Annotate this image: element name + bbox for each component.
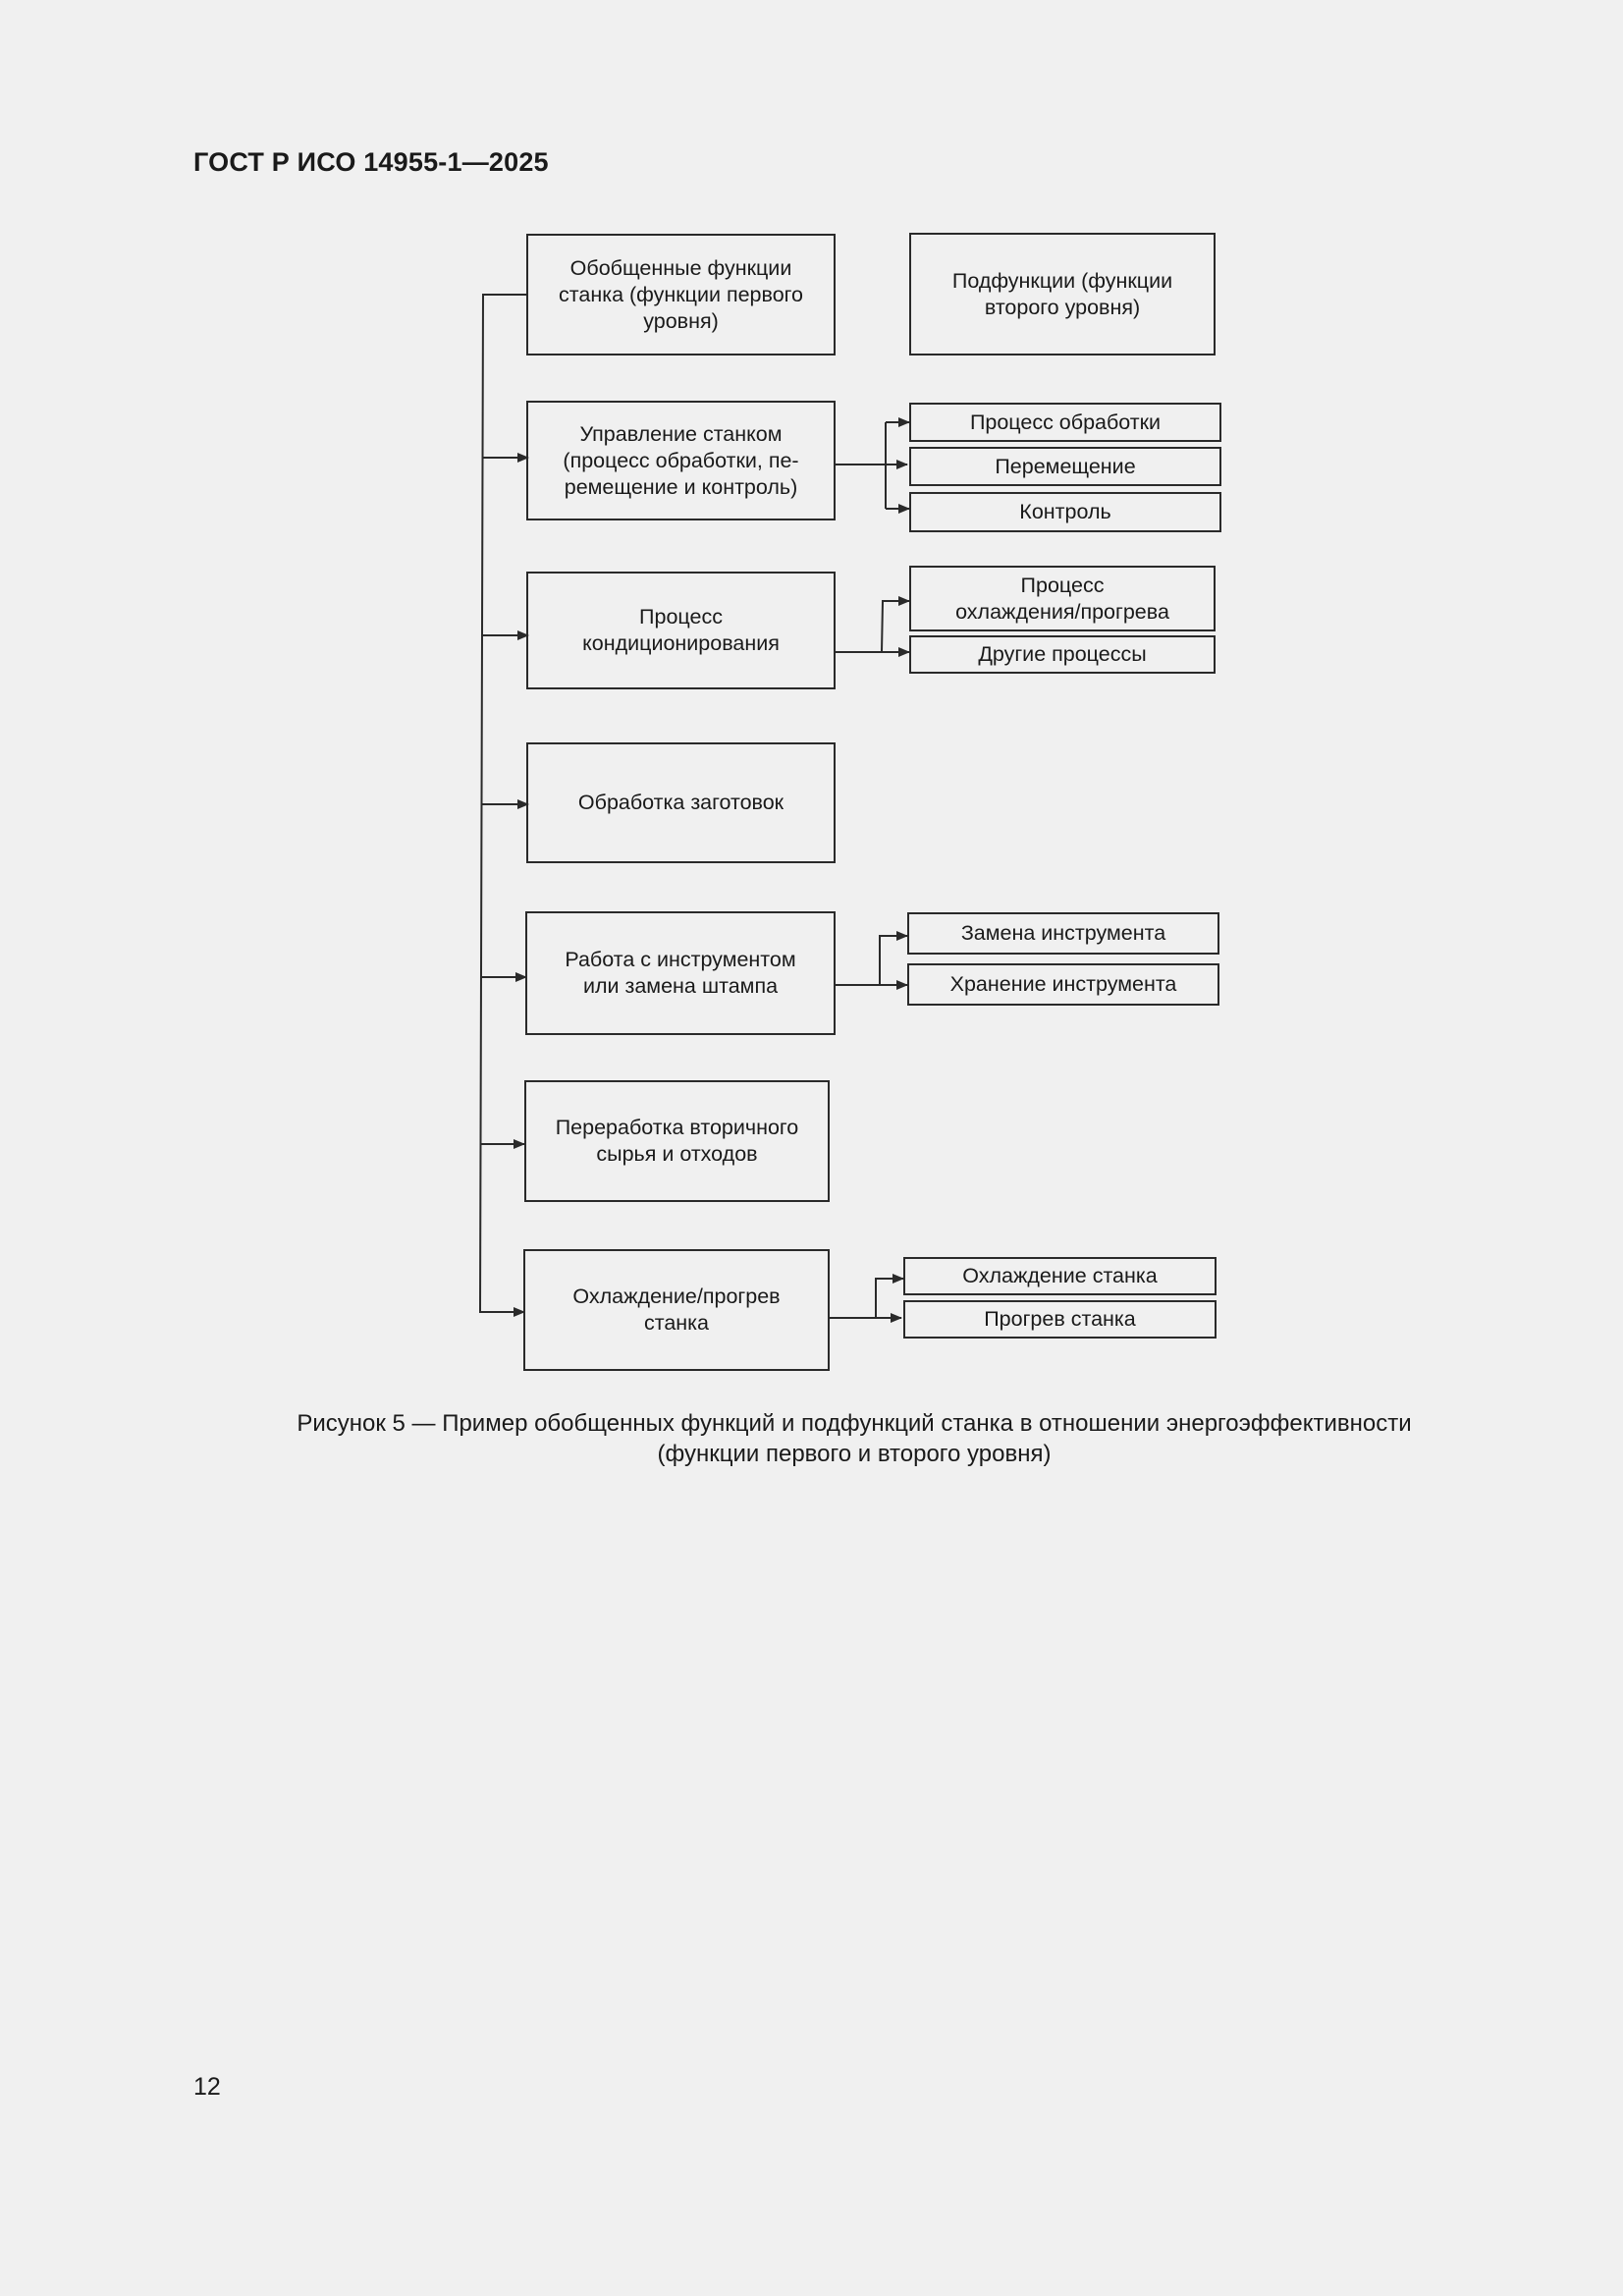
- subfunction-label: Прогрев станка: [984, 1307, 1136, 1331]
- level2-heading-text: Подфункции (функции второго уровня): [951, 268, 1173, 319]
- function-label: Охлаждение/прогрев станка: [572, 1285, 781, 1335]
- subfunction-label: Перемещение: [995, 454, 1136, 478]
- subfunction-box: [909, 403, 1221, 442]
- page-number: 12: [193, 2073, 221, 2101]
- subfunction-label: Другие процессы: [978, 642, 1147, 666]
- subfunction-box: [903, 1257, 1217, 1295]
- level1-heading-box: [526, 234, 836, 355]
- function-label: Работа с инструментом или замена штампа: [565, 948, 796, 998]
- subfunction-label: Замена инструмента: [960, 921, 1166, 945]
- subfunction-box: [907, 963, 1219, 1006]
- function-box-recycling: [524, 1080, 830, 1202]
- function-label: Управление станком (процесс обработки, пе- ремещение и контроль): [563, 421, 799, 499]
- subfunction-box: [909, 447, 1221, 486]
- function-label: Обработка заготовок: [577, 791, 784, 814]
- subfunction-label: Охлаждение станка: [962, 1264, 1158, 1287]
- subfunction-box: [907, 912, 1219, 955]
- subfunction-box: [909, 566, 1216, 631]
- function-label: Переработка вторичного сырья и отходов: [555, 1116, 799, 1166]
- function-box-conditioning: [526, 572, 836, 689]
- subfunction-box: [909, 492, 1221, 532]
- caption-line-2: (функции первого и второго уровня): [657, 1441, 1052, 1467]
- subfunction-label: Контроль: [1019, 500, 1111, 523]
- figure-caption: [216, 1408, 1492, 1469]
- subfunction-label: Хранение инструмента: [949, 972, 1177, 996]
- function-label: Процесс кондиционирования: [582, 605, 780, 655]
- subfunction-box: [903, 1300, 1217, 1339]
- function-box-tool-handling: [525, 911, 836, 1035]
- level1-heading-text: Обобщенные функции станка (функции первого уровня): [559, 255, 803, 333]
- subfunction-box: [909, 635, 1216, 674]
- subfunction-label: Процесс охлаждения/прогрева: [955, 573, 1169, 624]
- subfunction-label: Процесс обработки: [969, 410, 1162, 434]
- function-box-machine-control: [526, 401, 836, 520]
- document-header: ГОСТ Р ИСО 14955-1—2025: [193, 147, 549, 177]
- function-box-machine-cooling-heating: [523, 1249, 830, 1371]
- function-box-workpiece-handling: [526, 742, 836, 863]
- caption-line-1: Рисунок 5 — Пример обобщенных функций и подфункций станка в отношении энергоэффективности: [297, 1410, 1412, 1437]
- level2-heading-box: [909, 233, 1216, 355]
